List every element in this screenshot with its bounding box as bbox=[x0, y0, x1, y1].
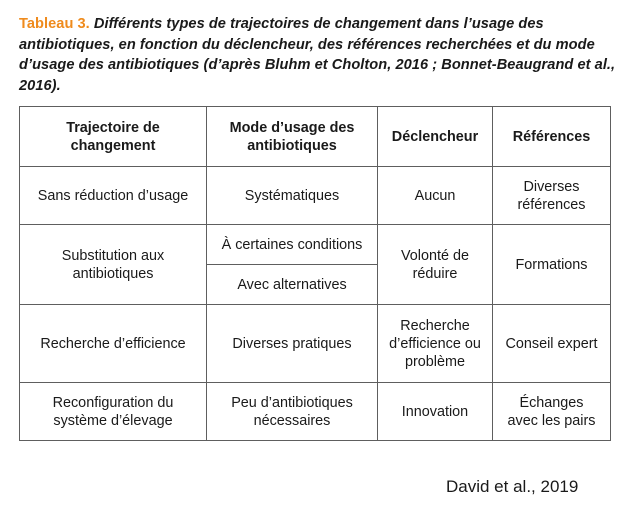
header-declencheur: Déclencheur bbox=[378, 107, 493, 167]
header-trajectoire: Trajectoire de changement bbox=[20, 107, 207, 167]
cell-references: Diverses références bbox=[493, 167, 611, 225]
source-citation: David et al., 2019 bbox=[446, 477, 579, 496]
cell-mode: Systématiques bbox=[207, 167, 378, 225]
cell-references: Conseil expert bbox=[493, 305, 611, 383]
cell-mode-b: Avec alternatives bbox=[207, 265, 378, 305]
cell-references: Formations bbox=[493, 225, 611, 305]
cell-declencheur: Volonté de réduire bbox=[378, 225, 493, 305]
header-references: Références bbox=[493, 107, 611, 167]
table-row bbox=[20, 225, 611, 265]
cell-declencheur: Aucun bbox=[378, 167, 493, 225]
header-mode: Mode d’usage des antibiotiques bbox=[207, 107, 378, 167]
table-row bbox=[20, 383, 611, 441]
cell-mode: Diverses pratiques bbox=[207, 305, 378, 383]
table-row bbox=[20, 305, 611, 383]
cell-trajectoire: Reconfiguration du système d’élevage bbox=[20, 383, 207, 441]
cell-declencheur: Innovation bbox=[378, 383, 493, 441]
cell-mode-a: À certaines conditions bbox=[207, 225, 378, 265]
caption-label: Tableau 3. bbox=[19, 16, 90, 32]
cell-references: Échanges avec les pairs bbox=[493, 383, 611, 441]
trajectories-table bbox=[19, 106, 611, 441]
cell-trajectoire: Sans réduction d’usage bbox=[20, 167, 207, 225]
caption-text: Différents types de trajectoires de changement dans l’usage des antibiotiques, en fonction du déclencheur, des références recherchées et du mode d’usage des antibiotiques (d’après Bluhm et Cholton, 2016 ; Bonnet-Beaugrand et al., 2016). bbox=[19, 16, 616, 94]
table-caption bbox=[19, 14, 625, 96]
cell-trajectoire: Substitution aux antibiotiques bbox=[20, 225, 207, 305]
cell-mode: Peu d’antibiotiques nécessaires bbox=[207, 383, 378, 441]
table-header-row bbox=[20, 107, 611, 167]
cell-declencheur: Recherche d’efficience ou problème bbox=[378, 305, 493, 383]
table-row bbox=[20, 167, 611, 225]
cell-trajectoire: Recherche d’efficience bbox=[20, 305, 207, 383]
